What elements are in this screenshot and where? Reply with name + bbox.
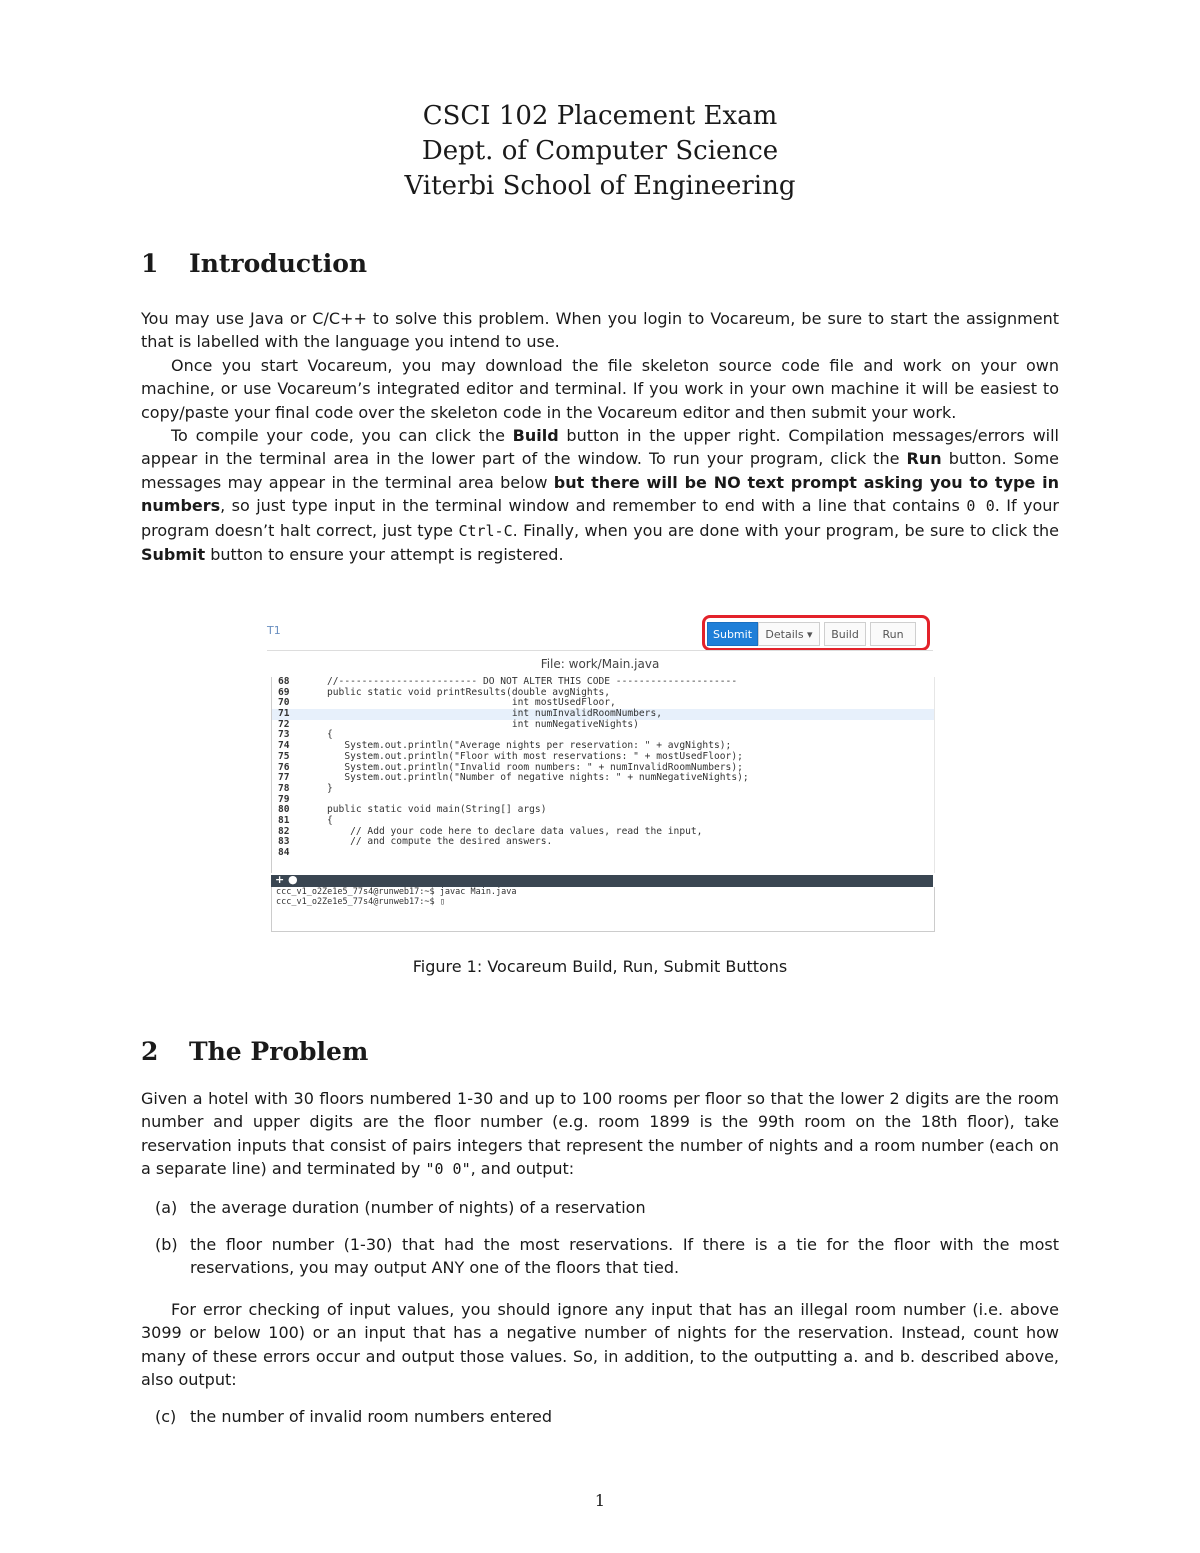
list-item-label: (b) xyxy=(155,1235,178,1255)
text-run: To compile your code, you can click the xyxy=(171,426,513,446)
code-line xyxy=(272,752,934,763)
line-number: 84 xyxy=(278,847,290,858)
text-run: , so just type input in the terminal window and remember to end with a line that contains xyxy=(220,496,967,516)
code-text: System.out.println("Floor with most reservations: " + mostUsedFloor); xyxy=(327,750,743,762)
list-item-text: the number of invalid room numbers entered xyxy=(190,1407,553,1427)
text-run: button in the upper right. Compilation messages/errors will appear in the terminal area in the lower part of the window. To run your program, click the xyxy=(141,426,1059,469)
section-heading-introduction xyxy=(141,249,367,278)
line-number: 70 xyxy=(278,697,290,709)
line-number: 78 xyxy=(278,782,290,794)
doc-title-line-3: Viterbi School of Engineering xyxy=(404,171,796,201)
line-number: 80 xyxy=(278,804,290,816)
code-text: System.out.println("Number of negative nights: " + numNegativeNights); xyxy=(327,772,749,784)
code-text: { xyxy=(327,729,333,741)
line-number: 74 xyxy=(278,740,290,752)
text-run: Given a hotel with 30 floors numbered 1-30 and up to 100 rooms per floor so that the lower 2 digits are the room number and upper digits are the floor number (e.g. room 1899 is the 99th room on the 18th floor), take reservation inputs that consist of pairs integers that represent the number of nights and a room number (each on a separate line) and terminated by xyxy=(141,1089,1059,1179)
vocareum-screenshot xyxy=(265,614,935,932)
figure-caption: Figure 1: Vocareum Build, Run, Submit Buttons xyxy=(412,957,788,976)
line-number: 71 xyxy=(278,708,290,720)
text-run: button. Some messages may appear in the terminal area below xyxy=(141,449,1060,492)
problem-body xyxy=(141,1087,1059,1429)
doc-title-line-2: Dept. of Computer Science xyxy=(421,136,779,166)
screenshot-toolbar xyxy=(265,614,935,648)
list-item-label: (a) xyxy=(155,1197,178,1217)
line-number: 76 xyxy=(278,761,290,773)
code-text: // and compute the desired answers. xyxy=(327,836,553,848)
line-number: 81 xyxy=(278,814,290,826)
line-number: 69 xyxy=(278,686,290,698)
submit-button[interactable]: Submit xyxy=(707,622,758,646)
terminal-tab[interactable]: T1 xyxy=(267,624,281,637)
run-keyword: Run xyxy=(906,449,942,469)
problem-paragraph-2: For error checking of input values, you should ignore any input that has an illegal room number (i.e. above 3099 or below 100) or an input that has a negative number of nights for the reservation. Instead, count how many of these errors occur and output those values. So, in addition, to the outputting a. and b. described above, also output: xyxy=(141,1299,1059,1390)
list-item-text: the floor number (1-30) that had the most reservations. If there is a tie for the floor with the most reservations, you may output ANY one of the floors that tied. xyxy=(190,1235,1059,1278)
list-item-text: the average duration (number of nights) of a reservation xyxy=(190,1197,646,1217)
problem-paragraph-1 xyxy=(141,1087,1059,1182)
line-number: 72 xyxy=(278,718,290,730)
code-text: public static void main(String[] args) xyxy=(327,804,547,816)
intro-paragraph-1: You may use Java or C/C++ to solve this problem. When you login to Vocareum, be sure to start the assignment that is labelled with the language you intend to use. xyxy=(141,309,1059,352)
build-keyword: Build xyxy=(512,426,559,446)
run-button[interactable]: Run xyxy=(870,622,916,646)
text-run: button to ensure your attempt is registered. xyxy=(205,545,564,565)
list-item-label: (c) xyxy=(155,1407,177,1427)
code-text: int mostUsedFloor, xyxy=(327,697,616,709)
terminal-line: ccc_v1_o2Ze1e5_77s4@runweb17:~$ ▯ xyxy=(276,897,445,907)
intro-body xyxy=(141,307,1059,566)
code-line xyxy=(272,784,934,795)
page-number: 1 xyxy=(594,1491,606,1510)
text-run: . Finally, when you are done with your program, be sure to click the xyxy=(512,520,1059,540)
highlighted-button-group xyxy=(702,615,930,651)
ctrl-c-code: Ctrl-C xyxy=(458,521,513,540)
intro-paragraph-3 xyxy=(141,424,1059,566)
code-line xyxy=(272,848,934,859)
code-line xyxy=(272,837,934,848)
list-item xyxy=(141,1405,1059,1428)
section-title: Introduction xyxy=(189,249,368,278)
text-run: , and output: xyxy=(470,1159,575,1179)
line-number: 79 xyxy=(278,793,290,805)
doc-title-line-1: CSCI 102 Placement Exam xyxy=(422,101,778,131)
details-dropdown-button[interactable]: Details ▾ xyxy=(758,622,820,646)
terminal-toolbar xyxy=(271,875,933,887)
build-button[interactable]: Build xyxy=(824,622,866,646)
line-number: 77 xyxy=(278,772,290,784)
code-editor[interactable] xyxy=(271,677,935,873)
section-title: The Problem xyxy=(189,1037,369,1066)
code-text: public static void printResults(double avgNights, xyxy=(327,686,611,698)
list-item xyxy=(141,1196,1059,1219)
line-number: 73 xyxy=(278,729,290,741)
terminal-pane[interactable] xyxy=(271,887,935,932)
submit-keyword: Submit xyxy=(141,545,206,565)
code-text: System.out.println("Invalid room numbers: " + numInvalidRoomNumbers); xyxy=(327,761,743,773)
code-text: } xyxy=(327,782,333,794)
file-path-label: File: work/Main.java xyxy=(267,650,933,677)
no-prompt-warning: but there will be NO text prompt asking you to type in numbers xyxy=(141,472,1059,516)
code-text: { xyxy=(327,814,333,826)
terminal-add-icon[interactable]: + ● xyxy=(275,873,298,886)
code-text: int numNegativeNights) xyxy=(327,718,639,730)
code-text: // Add your code here to declare data values, read the input, xyxy=(327,825,703,837)
text-run: . If your program doesn’t halt correct, just type xyxy=(141,496,1060,540)
code-text: //------------------------ DO NOT ALTER THIS CODE --------------------- xyxy=(327,677,738,687)
list-item xyxy=(141,1233,1059,1280)
code-line xyxy=(272,805,934,816)
section-number: 2 xyxy=(141,1037,159,1066)
code-text: int numInvalidRoomNumbers, xyxy=(327,708,663,720)
terminal-line: ccc_v1_o2Ze1e5_77s4@runweb17:~$ javac Main.java xyxy=(276,887,517,897)
terminator-code: 0 0 xyxy=(966,497,995,516)
code-line xyxy=(272,720,934,731)
line-number: 68 xyxy=(278,677,290,687)
code-text: System.out.println("Average nights per reservation: " + avgNights); xyxy=(327,740,732,752)
section-heading-problem xyxy=(141,1037,368,1066)
terminator-code: "0 0" xyxy=(425,1160,471,1179)
intro-paragraph-2: Once you start Vocareum, you may download the file skeleton source code file and work on your own machine, or use Vocareum’s integrated editor and terminal. If you work in your own machine it will be easiest to copy/paste your final code over the skeleton code in the Vocareum editor and then submit your work. xyxy=(141,355,1059,422)
line-number: 83 xyxy=(278,836,290,848)
line-number: 82 xyxy=(278,825,290,837)
code-line xyxy=(272,773,934,784)
section-number: 1 xyxy=(141,249,159,278)
line-number: 75 xyxy=(278,750,290,762)
